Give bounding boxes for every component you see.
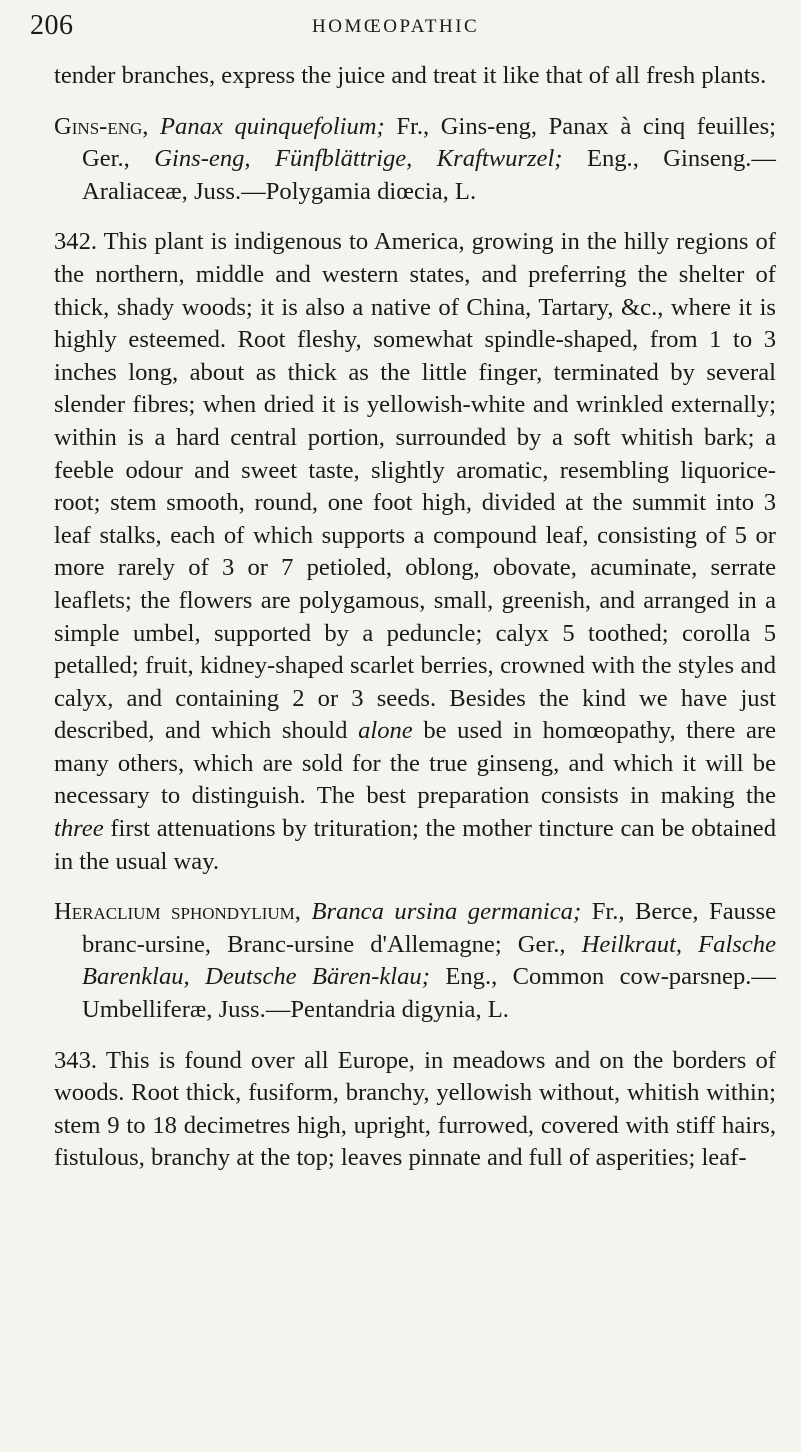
emphasis-alone: alone <box>358 717 413 745</box>
paragraph-342 <box>54 226 776 878</box>
heraclium-french-names: Fr., Berce, Fausse branc-ursine, Branc-ursine d'Allemagne; Ger., <box>82 898 776 958</box>
ginseng-latin-name: Panax quinquefolium; <box>160 112 385 140</box>
paragraph-342-text-b: be used in homœopathy, there are many others, which are sold for the true ginseng, and which it will be necessary to distinguish. The best preparation consists in making the <box>54 717 777 810</box>
ginseng-french-names: Fr., Gins-eng, Panax à cinq feuilles; Ger., <box>82 112 776 173</box>
heraclium-latin-name: Branca ursina germanica; <box>311 898 582 926</box>
paragraph-343 <box>54 1045 776 1175</box>
ginseng-entry <box>54 111 776 209</box>
paragraph-continuation <box>54 60 776 93</box>
body-text <box>54 60 776 1175</box>
page-header <box>30 10 770 40</box>
emphasis-three: three <box>54 815 104 843</box>
heraclium-english-classification: Eng., Common cow-parsnep.—Umbelliferæ, Juss.—Pentandria digynia, L. <box>82 963 776 1024</box>
page-number: 206 <box>30 10 74 41</box>
heraclium-german-names: Heilkraut, Falsche Barenklau, Deutsche Bären-klau; <box>82 930 776 991</box>
ginseng-heading: Gins-eng, <box>54 112 149 140</box>
ginseng-german-names: Gins-eng, Fünfblättrige, Kraftwurzel; <box>154 145 563 173</box>
running-head: HOMŒOPATHIC <box>312 16 480 37</box>
heraclium-entry <box>54 896 776 1026</box>
paragraph-342-text-a: 342. This plant is indigenous to America, growing in the hilly regions of the northern, middle and western states, and preferring the shelter of thick, shady woods; it is also a native of China, Tartary, &c., where it is highly esteemed. Root fleshy, somewhat spindle-shaped, from 1 to 3 inches long, about as thick as the little finger, terminated by several slender fibres; when dried it is yellowish-white and wrinkled externally; within is a hard central portion, surrounded by a soft whitish bark; a feeble odour and sweet taste, slightly aromatic, resembling liquorice-root; stem smooth, round, one foot high, divided at the summit into 3 leaf stalks, each of which supports a compound leaf, consisting of 5 or more rarely of 3 or 7 petioled, oblong, obovate, acuminate, serrate leaflets; the flowers are polygamous, small, greenish, and arranged in a simple umbel, supported by a peduncle; calyx 5 toothed; corolla 5 petalled; fruit, kidney-shaped scarlet berries, crowned with the styles and calyx, and containing 2 or 3 seeds. Besides the kind we have just described, and which should <box>54 228 776 745</box>
paragraph-343-text: 343. This is found over all Europe, in meadows and on the borders of woods. Root thick, fusiform, branchy, yellowish without, whitish within; stem 9 to 18 decimetres high, upright, furrowed, covered with stiff hairs, fistulous, branchy at the top; leaves pinnate and full of asperities; leaf- <box>54 1046 776 1172</box>
ginseng-english-classification: Eng., Ginseng.—Araliaceæ, Juss.—Polygamia diœcia, L. <box>82 145 777 205</box>
paragraph-342-text-c: first attenuations by trituration; the mother tincture can be obtained in the usual way. <box>54 815 776 875</box>
heraclium-heading: Heraclium sphondylium, <box>54 898 301 926</box>
continuation-text: tender branches, express the juice and treat it like that of all fresh plants. <box>54 62 767 89</box>
